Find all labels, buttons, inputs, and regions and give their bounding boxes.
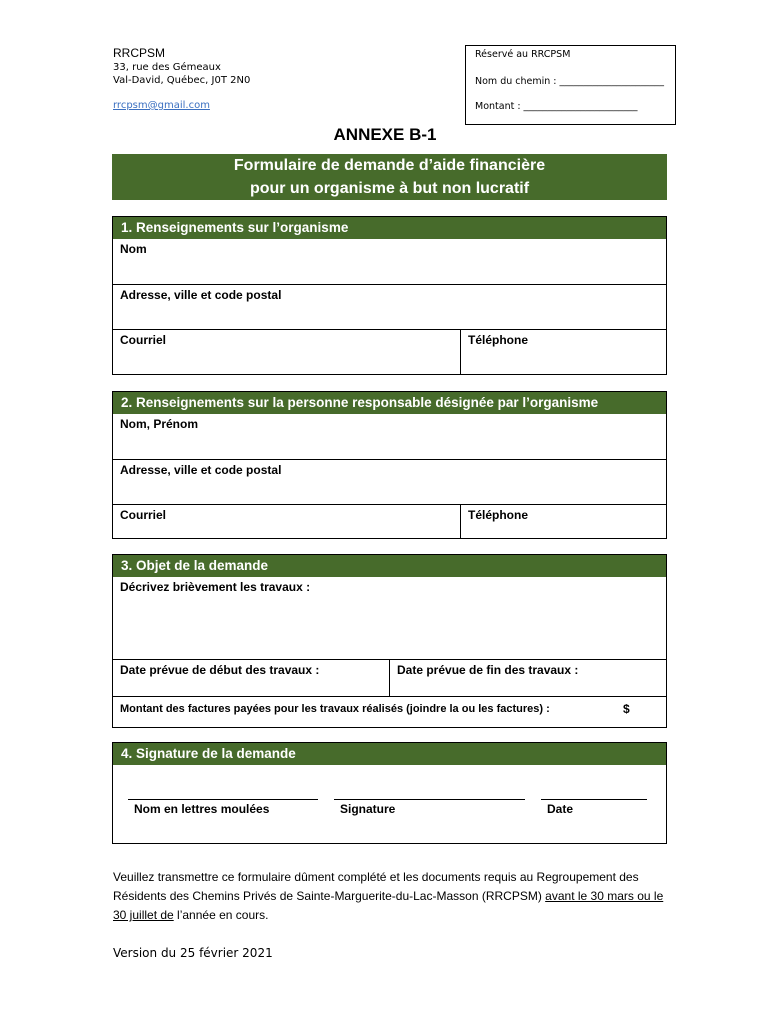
deadline-text: avant le 30 mars ou le 30 juillet de (113, 889, 664, 922)
section-organisation (112, 216, 667, 375)
section-3-title: 3. Objet de la demande (113, 555, 666, 577)
org-contact-row (113, 329, 666, 374)
invoice-amount-field[interactable] (113, 696, 666, 727)
reserved-road-name: Nom du chemin : ______________________ (475, 76, 665, 87)
start-date-label: Date prévue de début des travaux : (120, 663, 320, 677)
person-address-field[interactable] (113, 459, 666, 504)
section-signature (112, 742, 667, 844)
org-address-field[interactable] (113, 284, 666, 329)
signature-row (113, 765, 666, 843)
divider (460, 330, 461, 374)
org-email-label: Courriel (120, 333, 167, 347)
currency-symbol: $ (623, 702, 630, 716)
form-title-line2: pour un organisme à but non lucratif (249, 180, 530, 197)
section-2-title: 2. Renseignements sur la personne responsable désignée par l’organisme (113, 392, 666, 414)
signature-line[interactable] (334, 799, 525, 800)
invoice-amount-label: Montant des factures payées pour les travaux réalisés (joindre la ou les factures) : (120, 703, 550, 715)
reserved-title: Réservé au RRCPSM (475, 49, 571, 60)
org-name-label: Nom (120, 242, 147, 256)
person-contact-row (113, 504, 666, 538)
name-signature-line[interactable] (128, 799, 318, 800)
org-name: RRCPSM (113, 46, 166, 60)
form-title-line1: Formulaire de demande d’aide financière (233, 157, 546, 174)
works-description-field[interactable] (113, 577, 666, 659)
divider (389, 660, 390, 696)
printed-name-label: Nom en lettres moulées (134, 802, 270, 816)
person-name-field[interactable] (113, 414, 666, 459)
section-request (112, 554, 667, 728)
form-title-banner (112, 154, 667, 200)
works-description-label: Décrivez brièvement les travaux : (120, 580, 311, 594)
org-address-line1: 33, rue des Gémeaux (113, 62, 221, 73)
org-email-link[interactable]: rrcpsm@gmail.com (113, 100, 210, 111)
divider (460, 505, 461, 538)
date-label: Date (547, 802, 574, 816)
person-phone-label: Téléphone (468, 508, 529, 522)
signature-label: Signature (340, 802, 396, 816)
instructions-tail: l’année en cours. (173, 908, 269, 922)
submission-instructions (113, 868, 670, 925)
section-1-title: 1. Renseignements sur l’organisme (113, 217, 666, 239)
date-line[interactable] (541, 799, 647, 800)
section-4-title: 4. Signature de la demande (113, 743, 666, 765)
end-date-label: Date prévue de fin des travaux : (397, 663, 579, 677)
instructions-text: Veuillez transmettre ce formulaire dûment complété et les documents requis au Regroupement des Résidents des Chemins Privés de Sainte-Marguerite-du-Lac-Masson (RRCPSM) (113, 870, 639, 903)
reserved-box (465, 45, 676, 125)
annexe-title: ANNEXE B-1 (333, 125, 437, 144)
reserved-amount: Montant : ________________________ (475, 101, 638, 112)
works-dates-row (113, 659, 666, 696)
version-note: Version du 25 février 2021 (113, 946, 273, 960)
person-name-label: Nom, Prénom (120, 417, 199, 431)
person-address-label: Adresse, ville et code postal (120, 463, 282, 477)
org-phone-label: Téléphone (468, 333, 529, 347)
person-email-label: Courriel (120, 508, 167, 522)
org-address-label: Adresse, ville et code postal (120, 288, 282, 302)
section-responsible-person (112, 391, 667, 539)
org-address-line2: Val-David, Québec, J0T 2N0 (113, 75, 251, 86)
org-name-field[interactable] (113, 239, 666, 284)
